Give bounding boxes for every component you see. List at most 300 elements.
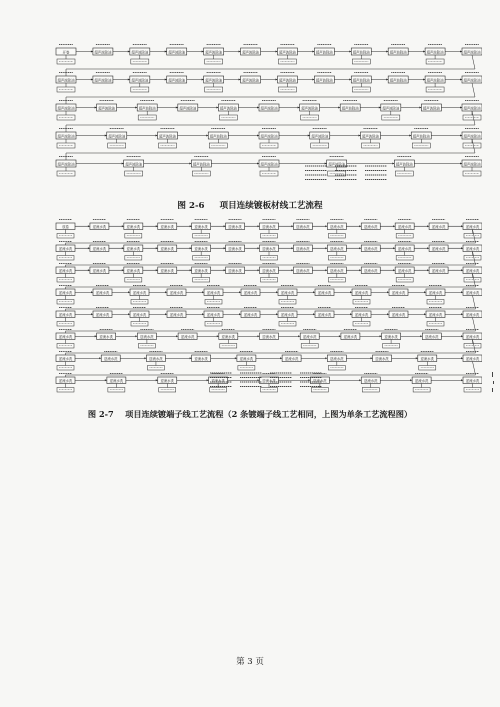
svg-text:超声波除油: 超声波除油 [311,134,329,139]
process-step-box [204,289,223,296]
arrow-head [128,79,130,81]
flow-row [56,45,482,65]
svg-text:逆流水洗: 逆流水洗 [465,224,480,229]
process-step-box [425,76,445,83]
waste-output-box [192,171,210,176]
svg-text:逆流水洗: 逆流水洗 [160,268,175,273]
svg-text:逆流水洗: 逆流水洗 [95,290,110,295]
process-step-box [167,289,186,296]
process-step-box [361,377,380,384]
svg-text:超声波除油: 超声波除油 [159,134,176,139]
svg-text:逆流水洗: 逆流水洗 [58,334,73,339]
process-step-box [381,104,401,111]
waste-output-box [396,256,413,261]
process-step-box [90,245,109,252]
waste-output-box [205,87,223,92]
waste-output-box [125,278,142,283]
svg-text:逆流水洗: 逆流水洗 [375,356,389,361]
process-step-box [137,333,156,340]
waste-output-box [261,234,278,239]
arrow-head [202,79,204,81]
svg-text:逆流水洗: 逆流水洗 [160,224,175,229]
process-step-box [208,132,228,139]
process-step-box [462,76,482,83]
scan-artifact [493,381,494,384]
svg-text:超声波除油: 超声波除油 [315,78,333,83]
row-return-connector [66,83,475,104]
process-step-box [146,355,165,362]
process-step-box [260,223,279,230]
process-step-box [226,267,245,274]
svg-text:超声波除油: 超声波除油 [205,78,223,83]
process-step-box [388,48,408,55]
scan-artifact [492,388,493,392]
figure-caption-2-7 [0,409,500,420]
waste-output-box [279,322,296,327]
waste-output-box [261,278,278,283]
process-step-box [158,377,177,384]
waste-output-box [57,322,74,327]
svg-text:逆流水洗: 逆流水洗 [431,268,446,273]
waste-output-box [328,234,345,239]
waste-output-box [261,388,278,393]
svg-text:超声波除油: 超声波除油 [422,106,440,111]
process-step-box [361,223,380,230]
process-step-box [204,48,224,55]
svg-text:逆流水洗: 逆流水洗 [391,312,406,317]
waste-output-box [362,143,380,148]
svg-text:逆流水洗: 逆流水洗 [58,312,73,317]
process-step-box [178,333,197,340]
process-step-box [192,245,211,252]
waste-output-box [352,87,370,92]
row-return-connector [66,318,476,334]
svg-text:逆流水洗: 逆流水洗 [296,224,310,229]
svg-text:超声波除油: 超声波除油 [57,134,75,139]
waste-output-box [328,256,345,261]
waste-output-box [353,322,370,327]
svg-text:逆流水洗: 逆流水洗 [103,356,118,361]
svg-text:超声波除油: 超声波除油 [328,162,346,167]
process-step-box [219,333,238,340]
waste-output-box [138,344,155,349]
waste-output-box [412,143,430,148]
arrow-head [165,291,167,293]
svg-text:超声波除油: 超声波除油 [389,50,407,55]
arrow-head [202,291,204,293]
process-step-box [277,48,297,55]
waste-output-box [260,143,278,148]
svg-text:逆流水洗: 逆流水洗 [280,312,295,317]
svg-text:超声波除油: 超声波除油 [278,78,296,83]
process-step-box [300,104,320,111]
arrow-head [156,135,158,137]
svg-text:逆流水洗: 逆流水洗 [92,246,107,251]
arrow-head [217,335,219,337]
process-step-box [463,223,482,230]
svg-text:超声波除油: 超声波除油 [131,50,149,55]
svg-text:逆流水洗: 逆流水洗 [262,246,276,251]
svg-text:超声波除油: 超声波除油 [395,162,413,167]
svg-text:逆流水洗: 逆流水洗 [330,224,344,229]
waste-output-box [413,388,430,393]
process-step-box [167,76,187,83]
svg-text:放卷: 放卷 [62,224,69,229]
svg-text:超声波除油: 超声波除油 [242,50,260,55]
caption-text: 项目连续镀端子线工艺流程（2 条镀端子线工艺相同，上图为单条工艺流程图） [125,409,413,419]
process-step-box [90,223,109,230]
flow-row [56,129,482,149]
flow-row [56,101,482,121]
process-step-box [463,289,482,296]
arrow-head [190,269,192,271]
process-step-box [56,289,75,296]
process-step-box [260,333,279,340]
process-step-box [278,289,297,296]
row-return-connector [66,111,475,132]
svg-text:超声波除油: 超声波除油 [426,50,444,55]
svg-text:超声波除油: 超声波除油 [362,134,379,139]
process-step-box [278,311,297,318]
svg-text:超声波除油: 超声波除油 [138,106,156,111]
process-step-box [107,132,127,139]
process-step-box [463,245,482,252]
waste-output-box [138,115,156,120]
arrow-head [224,247,226,249]
figure-caption-2-6 [0,199,500,211]
waste-output-box [57,300,74,305]
process-step-box [277,76,297,83]
waste-output-box [311,143,329,148]
waste-output-box [311,388,328,393]
svg-text:超声波除油: 超声波除油 [352,50,370,55]
process-step-box [259,160,279,167]
process-step-box [56,104,76,111]
process-step-box [463,377,482,384]
process-step-box [158,267,177,274]
arrow-head [156,247,158,249]
svg-text:逆流水洗: 逆流水洗 [228,268,242,273]
svg-text:逆流水洗: 逆流水洗 [354,312,369,317]
svg-text:超声波除油: 超声波除油 [463,78,481,83]
svg-text:逆流水洗: 逆流水洗 [363,268,378,273]
arrow-head [122,269,124,271]
svg-text:逆流水洗: 逆流水洗 [180,334,195,339]
process-step-box [97,104,117,111]
svg-text:超声波除油: 超声波除油 [57,162,75,167]
svg-text:超声波除油: 超声波除油 [242,78,260,83]
arrow-head [95,335,97,337]
waste-output-box [427,322,444,327]
process-step-box [382,333,401,340]
process-step-box [241,311,260,318]
arrow-head [128,291,130,293]
process-step-box [395,267,414,274]
svg-text:逆流水洗: 逆流水洗 [363,246,378,251]
waste-output-box [301,115,319,120]
arrow-head [239,51,241,53]
svg-text:逆流水洗: 逆流水洗 [343,334,358,339]
waste-output-box [57,234,74,239]
arrow-head [206,135,208,137]
process-step-box [314,76,334,83]
process-step-box [56,223,75,230]
process-step-box [241,289,260,296]
svg-text:逆流水洗: 逆流水洗 [317,312,332,317]
svg-text:逆流水洗: 逆流水洗 [465,246,480,251]
svg-text:逆流水洗: 逆流水洗 [397,246,412,251]
process-step-box [310,132,330,139]
waste-output-box [260,171,278,176]
arrow-head [207,379,209,381]
svg-text:超声波除油: 超声波除油 [463,106,481,111]
process-step-box [389,289,408,296]
waste-output-box [328,171,346,176]
arrow-head [275,51,277,53]
process-step-box [237,355,256,362]
process-step-box [158,132,178,139]
waste-output-box [159,388,176,393]
svg-text:逆流水洗: 逆流水洗 [313,378,327,383]
svg-text:逆流水洗: 逆流水洗 [221,334,236,339]
svg-text:逆流水洗: 逆流水洗 [425,334,439,339]
svg-text:超声波除油: 超声波除油 [219,106,237,111]
waste-output-box [57,87,75,92]
svg-text:逆流水洗: 逆流水洗 [262,268,276,273]
waste-output-box [147,366,164,371]
waste-output-box [328,366,345,371]
process-step-box [293,267,312,274]
caption-number: 图 2-7 [87,409,114,419]
process-step-box [300,333,319,340]
svg-text:逆流水洗: 逆流水洗 [160,378,175,383]
svg-text:逆流水洗: 逆流水洗 [262,334,276,339]
process-step-box [56,311,75,318]
waste-output-box [238,366,255,371]
waste-output-box [131,87,149,92]
process-step-box [259,104,279,111]
waste-output-box [57,256,74,261]
process-step-box [426,311,445,318]
process-step-box [93,76,113,83]
process-step-box [259,132,279,139]
arrow-head [128,51,130,53]
process-step-box [429,245,448,252]
flow-row [56,308,482,327]
waste-output-box [131,59,149,64]
process-step-box [351,76,371,83]
waste-output-box [57,388,74,393]
svg-text:逆流水洗: 逆流水洗 [243,312,258,317]
svg-text:逆流水洗: 逆流水洗 [243,290,258,295]
svg-text:逆流水洗: 逆流水洗 [354,290,369,295]
svg-text:逆流水洗: 逆流水洗 [58,356,73,361]
process-step-box [352,311,371,318]
svg-text:超声波除油: 超声波除油 [412,134,430,139]
process-step-box [90,267,109,274]
process-step-box [462,160,482,167]
svg-text:逆流水洗: 逆流水洗 [126,224,141,229]
process-step-box [260,245,279,252]
svg-text:超声波除油: 超声波除油 [125,162,143,167]
arrow-head [91,51,93,53]
svg-text:逆流水洗: 逆流水洗 [431,224,446,229]
svg-text:逆流水洗: 逆流水洗 [397,224,412,229]
arrow-head [135,107,137,109]
process-step-box [56,267,75,274]
process-step-box [204,76,224,83]
svg-text:逆流水洗: 逆流水洗 [194,224,208,229]
svg-text:逆流水洗: 逆流水洗 [58,246,73,251]
svg-text:逆流水洗: 逆流水洗 [132,312,147,317]
svg-text:逆流水洗: 逆流水洗 [391,290,406,295]
svg-text:逆流水洗: 逆流水洗 [280,290,295,295]
waste-output-box [159,143,177,148]
process-step-box [429,267,448,274]
process-step-box [426,289,445,296]
arrow-head [91,313,93,315]
svg-text:超声波除油: 超声波除油 [179,106,197,111]
process-step-box [463,267,482,274]
waste-output-box [205,322,222,327]
svg-text:超声波除油: 超声波除油 [209,134,227,139]
waste-output-box [464,234,481,239]
caption-number: 图 2-6 [177,201,205,211]
svg-text:逆流水洗: 逆流水洗 [58,378,73,383]
svg-text:逆流水洗: 逆流水洗 [262,378,276,383]
svg-text:超声波除油: 超声波除油 [205,50,223,55]
process-step-box [124,245,143,252]
svg-text:超声波除油: 超声波除油 [463,134,481,139]
svg-text:逆流水洗: 逆流水洗 [465,378,480,383]
svg-text:超声波除油: 超声波除油 [98,106,116,111]
arrow-head [91,291,93,293]
waste-output-box [278,87,296,92]
waste-output-box [205,300,222,305]
svg-text:逆流水洗: 逆流水洗 [194,356,208,361]
process-step-box [314,48,334,55]
arrow-head [275,79,277,81]
process-step-box [101,355,120,362]
arrow-head [239,313,241,315]
arrow-head [235,357,237,359]
process-step-box [56,76,76,83]
svg-text:逆流水洗: 逆流水洗 [384,334,398,339]
row-return-connector [66,296,476,312]
waste-output-box [382,115,400,120]
waste-output-box [279,300,296,305]
process-step-box [124,267,143,274]
waste-output-box [353,300,370,305]
arrow-head [239,291,241,293]
flow-row [56,157,482,177]
arrow-head [190,225,192,227]
waste-output-box [362,388,379,393]
waste-output-box [57,115,75,120]
waste-output-box [193,234,210,239]
arrow-head [165,313,167,315]
waste-output-box [57,366,74,371]
svg-text:逆流水洗: 逆流水洗 [160,246,175,251]
waste-output-box [57,143,75,148]
arrow-head [105,379,107,381]
process-step-box [56,377,75,384]
waste-output-box [278,59,296,64]
process-step-box [315,311,334,318]
svg-text:超声波除油: 超声波除油 [168,50,186,55]
arrow-head [176,107,178,109]
waste-output-box [419,366,436,371]
process-step-box [389,311,408,318]
process-step-box [394,160,414,167]
process-step-box [192,223,211,230]
svg-text:超声波除油: 超声波除油 [94,78,112,83]
process-step-box [462,104,482,111]
arrow-head [224,225,226,227]
svg-text:逆流水洗: 逆流水洗 [465,356,480,361]
waste-output-box [463,115,481,120]
arrow-head [144,357,146,359]
process-step-box [462,48,482,55]
process-step-box [218,104,238,111]
svg-text:逆流水洗: 逆流水洗 [194,268,208,273]
process-step-box [341,333,360,340]
row-return-connector [66,55,475,76]
process-step-box [241,76,261,83]
arrow-head [156,269,158,271]
svg-text:超声波除油: 超声波除油 [352,78,370,83]
waste-output-box [125,234,142,239]
svg-text:逆流水洗: 逆流水洗 [414,378,429,383]
waste-output-box [220,344,237,349]
page-number: 第 3 页 [236,657,264,667]
svg-text:逆流水洗: 逆流水洗 [132,290,147,295]
svg-text:逆流水洗: 逆流水洗 [169,290,184,295]
arrow-head [156,379,158,381]
process-step-box [327,267,346,274]
arrow-head [122,225,124,227]
svg-text:逆流水洗: 逆流水洗 [92,268,107,273]
waste-output-box [383,344,400,349]
flow-row [56,264,482,283]
arrow-head [202,51,204,53]
process-step-box [130,48,150,55]
waste-output-box [108,143,126,148]
process-step-box [204,311,223,318]
process-step-box [418,355,437,362]
process-step-box [411,132,431,139]
svg-text:逆流水洗: 逆流水洗 [99,334,113,339]
waste-output-box [426,59,444,64]
svg-text:逆流水洗: 逆流水洗 [228,224,242,229]
process-step-box [293,245,312,252]
arrow-head [224,269,226,271]
waste-output-box [396,278,413,283]
svg-text:逆流水洗: 逆流水洗 [206,312,221,317]
process-step-box [315,289,334,296]
process-step-box [167,48,187,55]
process-step-box [192,355,211,362]
svg-text:逆流水洗: 逆流水洗 [363,378,378,383]
svg-text:逆流水洗: 逆流水洗 [465,312,480,317]
svg-text:逆流水洗: 逆流水洗 [58,290,73,295]
waste-output-box [193,278,210,283]
process-step-box [130,289,149,296]
svg-text:超声波除油: 超声波除油 [57,78,75,83]
waste-output-box [301,344,318,349]
waste-output-box [396,234,413,239]
arrow-head [95,107,97,109]
